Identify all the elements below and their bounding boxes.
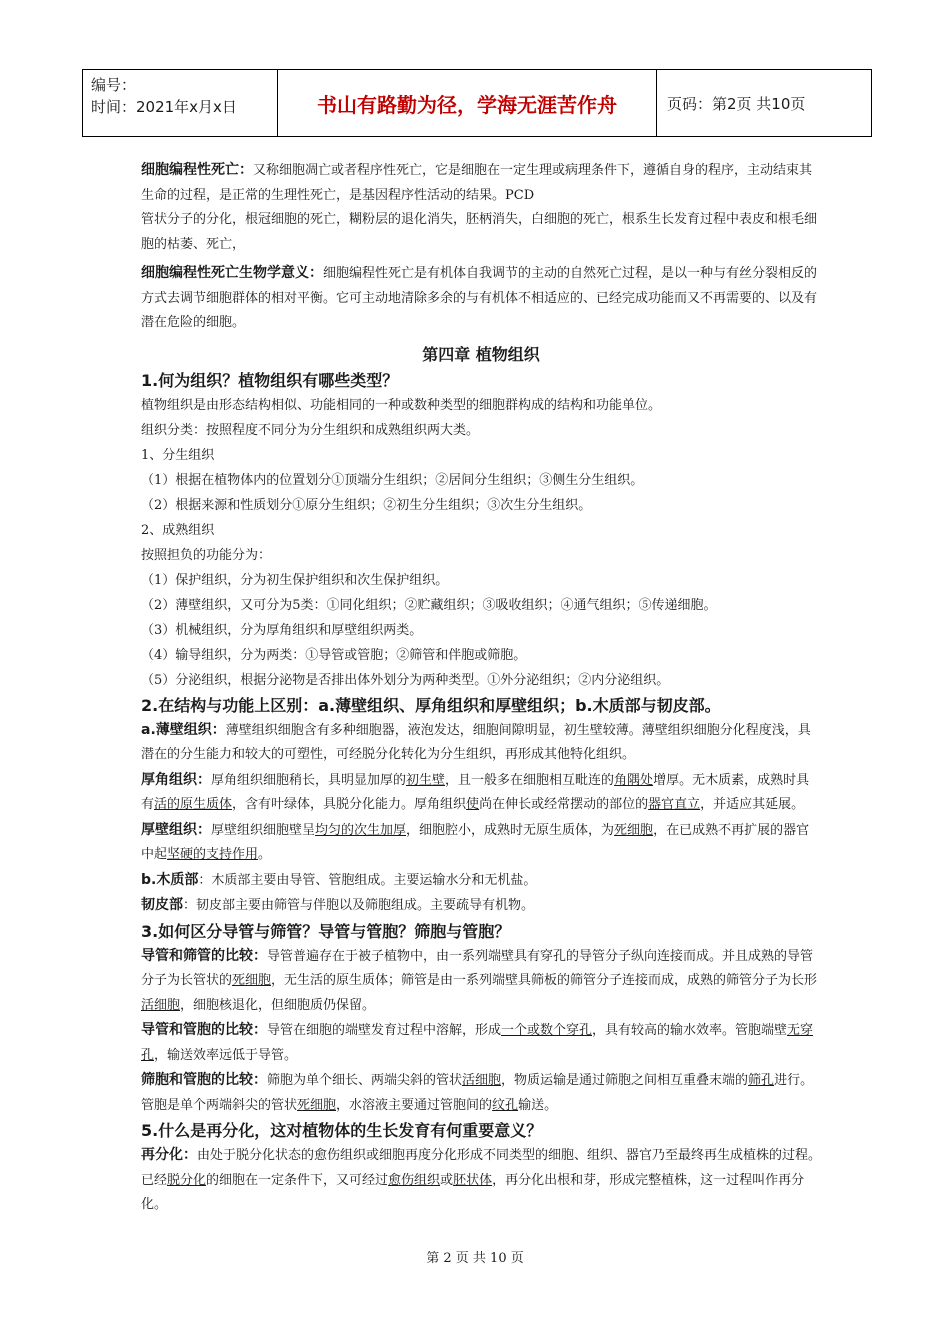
text: ，输送效率远低于导管。 — [154, 1047, 298, 1063]
underlined-text: 愈伤组织 — [388, 1172, 441, 1188]
q1-line: （3）机械组织，分为厚角组织和厚壁组织两类。 — [141, 622, 423, 638]
term-redifferentiation: 再分化： — [141, 1147, 197, 1163]
q1-line: （5）分泌组织，根据分泌物是否排出体外划分为两种类型。①外分泌组织；②内分泌组织。 — [141, 672, 670, 688]
page-header — [82, 69, 872, 137]
text: 导管在细胞的端壁发育过程中溶解，形成 — [267, 1023, 502, 1038]
paragraph-redifferentiation — [141, 1143, 821, 1218]
q1-line: （2）薄壁组织，又可分为5类：①同化组织；②贮藏组织；③吸收组织；④通气组织；⑤传递细胞。 — [141, 597, 717, 613]
underlined-text: 胚状体 — [453, 1172, 493, 1188]
number-label: 编号： — [91, 76, 137, 94]
text: 尚在伸长或经常摆动的部位的 — [479, 797, 649, 812]
q1-line: 组织分类：按照程度不同分为分生组织和成熟组织两大类。 — [141, 422, 480, 438]
underlined-text: 使 — [466, 797, 480, 812]
text: ，无生活的原生质体；筛管是由一系列端壁具筛板的筛管分子连接而成，成熟的筛管分子为长形 — [271, 973, 818, 988]
underlined-text: 死细胞 — [614, 822, 654, 838]
underlined-text: 死细胞 — [297, 1097, 337, 1113]
text: 增厚。无木质素，成熟时具有 — [141, 772, 810, 812]
text: ，水溶液主要通过管胞间的 — [336, 1097, 493, 1113]
paragraph-pcd-examples: 管状分子的分化，根冠细胞的死亡，糊粉层的退化消失，胚柄消失，白细胞的死亡，根系生长发育过程中表皮和根毛细胞的枯萎、死亡， — [141, 212, 818, 252]
paragraph-sieve-cell-vs-tracheid — [141, 1068, 821, 1118]
underlined-text: 初生壁 — [406, 772, 446, 788]
text: 输送。 — [518, 1097, 558, 1113]
paragraph-vessel-vs-tracheid — [141, 1018, 821, 1068]
term-compare-1: 导管和筛管的比较： — [141, 947, 267, 964]
paragraph-phloem — [141, 893, 821, 919]
text: 细胞编程性死亡是有机体自我调节的主动的自然死亡过程，是以一种与有丝分裂相反的方式去调节细胞群体的相对平衡。它可主动地清除多余的与有机体不相适应的、已经完成功能而又不再需要的、以及有潜在危险的细胞。 — [141, 266, 818, 330]
text: 的细胞在一定条件下，又可经过 — [206, 1172, 389, 1188]
q1-line: （4）输导组织，分为两类：①导管或管胞；②筛管和伴胞或筛胞。 — [141, 647, 527, 663]
paragraph-collenchyma — [141, 768, 821, 818]
text: ：木质部主要由导管、管胞组成。主要运输水分和无机盐。 — [198, 872, 537, 888]
q1-line: 2、成熟组织 — [141, 522, 215, 538]
underlined-text: 脱分化 — [167, 1172, 207, 1188]
q1-line: 1、分生组织 — [141, 447, 215, 463]
paragraph-xylem — [141, 868, 821, 894]
underlined-text: 坚硬的支持作用 — [167, 847, 259, 862]
text: ，在已成熟不再扩展的器官中起 — [141, 822, 810, 862]
underlined-text: 无穿孔 — [141, 1023, 814, 1063]
q1-line: （2）根据来源和性质划分①原分生组织；②初生分生组织；③次生分生组织。 — [141, 497, 592, 513]
date-label: 时间：2021年x月x日 — [91, 98, 237, 116]
header-info-cell — [83, 70, 278, 136]
term-parenchyma: a.薄壁组织： — [141, 721, 226, 738]
term-phloem: 韧皮部 — [141, 897, 183, 913]
text: ，含有叶绿体，具脱分化能力。厚角组织 — [232, 797, 467, 812]
text: ，具有较高的输水效率。管胞端壁 — [592, 1023, 788, 1038]
term-compare-3: 筛胞和管胞的比较： — [141, 1072, 267, 1088]
text: 进行。管胞是单个两端斜尖的管状 — [141, 1073, 814, 1113]
paragraph-parenchyma — [141, 718, 821, 768]
term-pcd-significance: 细胞编程性死亡生物学意义： — [141, 265, 323, 281]
underlined-text: 均匀的次生加厚 — [315, 822, 407, 838]
underlined-text: 纹孔 — [492, 1097, 519, 1113]
underlined-text: 活的原生质体 — [154, 797, 233, 812]
underlined-text: 活细胞 — [141, 997, 181, 1013]
q1-line: 按照担负的功能分为： — [141, 547, 272, 563]
document-body — [141, 158, 821, 1218]
question-1-title: 1.何为组织？植物组织有哪些类型？ — [141, 370, 399, 390]
text: 导管普遍存在于被子植物中，由一系列端壁具有穿孔的导管分子纵向连接而成。并且成熟的导管分子为长管状的 — [141, 948, 814, 988]
underlined-text: 角隅处 — [614, 772, 654, 788]
text: ，细胞腔小，成熟时无原生质体，为 — [406, 822, 615, 838]
text: 又称细胞凋亡或者程序性死亡，它是细胞在一定生理或病理条件下，遵循自身的程序，主动结束其生命的过程，是正常的生理性死亡，是基因程序性活动的结果。PCD — [141, 163, 813, 203]
text: 。 — [258, 847, 272, 862]
text: 厚壁组织细胞壁呈 — [211, 822, 316, 838]
text: 或 — [440, 1172, 454, 1188]
text: ，且一般多在细胞相互毗连的 — [445, 772, 615, 788]
paragraph-vessel-vs-sieve — [141, 944, 821, 1019]
underlined-text: 筛孔 — [748, 1073, 775, 1088]
chapter-title: 第四章 植物组织 — [422, 344, 540, 364]
header-motto: 书山有路勤为径，学海无涯苦作舟 — [278, 70, 657, 136]
text: ，物质运输是通过筛胞之间相互重叠末端的 — [501, 1073, 749, 1088]
underlined-text: 活细胞 — [462, 1073, 502, 1088]
term-collenchyma: 厚角组织： — [141, 771, 211, 788]
paragraph-pcd-definition — [141, 158, 821, 208]
paragraph-pcd-significance — [141, 261, 821, 336]
text: 薄壁组织细胞含有多种细胞器，液泡发达，细胞间隙明显，初生壁较薄。薄壁组织细胞分化程度浅，具潜在的分生能力和较大的可塑性，可经脱分化转化为分生组织，再形成其他特化组织。 — [141, 722, 811, 762]
text: ，再分化出根和芽，形成完整植株，这一过程叫作再分化。 — [141, 1172, 805, 1212]
paragraph-sclerenchyma — [141, 818, 821, 868]
term-sclerenchyma: 厚壁组织： — [141, 821, 211, 838]
text: 筛胞为单个细长、两端尖斜的管状 — [267, 1073, 463, 1088]
term-xylem: b.木质部 — [141, 871, 199, 888]
term-pcd: 细胞编程性死亡： — [141, 162, 253, 178]
text: ：韧皮部主要由筛管与伴胞以及筛胞组成。主要疏导有机物。 — [183, 898, 535, 913]
question-5-title: 5.什么是再分化，这对植物体的生长发育有何重要意义？ — [141, 1121, 543, 1140]
header-page-info: 页码：第2页 共10页 — [667, 94, 806, 113]
underlined-text: 器官直立 — [648, 797, 701, 812]
text: 厚角组织细胞稍长，具明显加厚的 — [211, 772, 407, 788]
underlined-text: 死细胞 — [232, 973, 272, 988]
text: ，细胞核退化，但细胞质仍保留。 — [180, 997, 376, 1013]
term-compare-2: 导管和管胞的比较： — [141, 1022, 267, 1038]
q1-line: 植物组织是由形态结构相似、功能相同的一种或数种类型的细胞群构成的结构和功能单位。 — [141, 397, 662, 413]
underlined-text: 一个或数个穿孔 — [501, 1023, 593, 1038]
q1-line: （1）根据在植物体内的位置划分①顶端分生组织；②居间分生组织；③侧生分生组织。 — [141, 472, 644, 488]
page-footer: 第 2 页 共 10 页 — [426, 1251, 524, 1266]
q1-line: （1）保护组织，分为初生保护组织和次生保护组织。 — [141, 572, 449, 588]
text: 由处于脱分化状态的愈伤组织或细胞再度分化形成不同类型的细胞、组织、器官乃至最终再生成植株的过程。已经 — [141, 1148, 822, 1188]
question-3-title: 3.如何区分导管与筛管？导管与管胞？筛胞与管胞？ — [141, 921, 511, 941]
question-2-title: 2.在结构与功能上区别：a.薄壁组织、厚角组织和厚壁组织；b.木质部与韧皮部。 — [141, 695, 721, 715]
text: ，并适应其延展。 — [700, 797, 805, 812]
